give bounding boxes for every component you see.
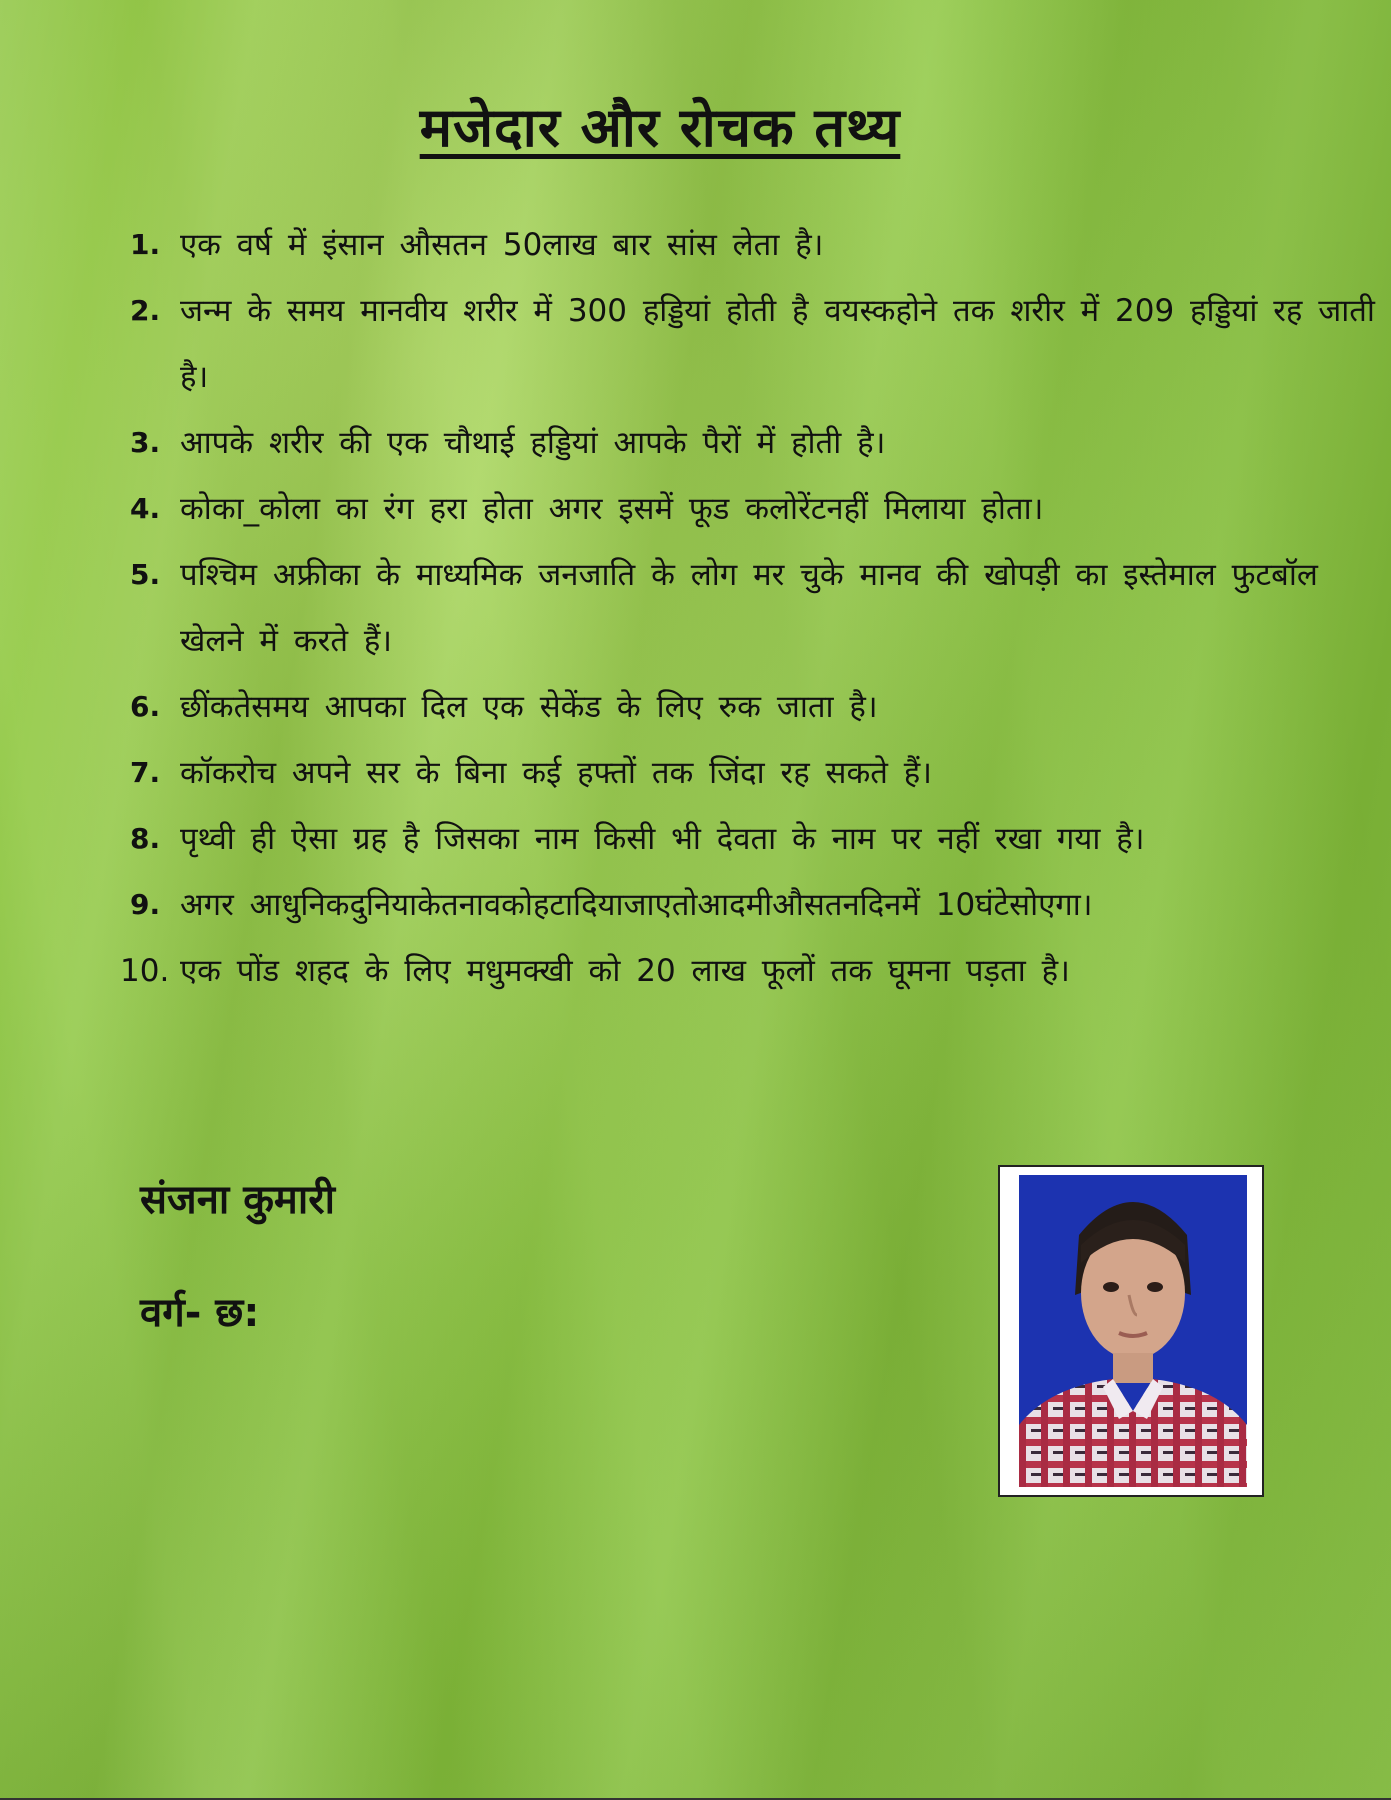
list-item [130, 212, 1385, 278]
fact-text: कोका_कोला का रंग हरा होता अगर इसमें फूड कलोरेंटनहीं मिलाया होता। [180, 491, 1044, 527]
fact-number: 5. [130, 558, 161, 591]
fact-text: जन्म के समय मानवीय शरीर में 300 हड्डियां होती है वयस्कहोने तक शरीर में 209 हड्डियां रह जाती है। [180, 293, 1375, 395]
class-label: वर्ग- छ: [140, 1290, 260, 1336]
list-item [130, 674, 1385, 740]
list-item [130, 806, 1385, 872]
fact-text: एक वर्ष में इंसान औसतन 50लाख बार सांस लेता है। [180, 227, 824, 263]
fact-number: 8. [130, 822, 161, 855]
fact-text: कॉकरोच अपने सर के बिना कई हफ्तों तक जिंदा रह सकते हैं। [180, 755, 933, 791]
fact-text: छींकतेसमय आपका दिल एक सेकेंड के लिए रुक जाता है। [180, 689, 878, 725]
fact-text: आपके शरीर की एक चौथाई हड्डियां आपके पैरों में होती है। [180, 425, 886, 461]
fact-number: 4. [130, 492, 161, 525]
fact-text: अगर आधुनिकदुनियाकेतनावकोहटादियाजाएतोआदमीऔसतनदिनमें 10घंटेसोएगा। [180, 887, 1093, 923]
fact-number: 2. [130, 294, 161, 327]
author-name: संजना कुमारी [140, 1177, 335, 1223]
list-item [130, 542, 1385, 674]
page-title: मजेदार और रोचक तथ्य [419, 96, 901, 159]
student-portrait-image [1019, 1175, 1247, 1487]
facts-list [120, 212, 1385, 1004]
list-item [120, 938, 1385, 1004]
list-item [130, 740, 1385, 806]
list-item [130, 476, 1385, 542]
fact-number: 7. [130, 756, 161, 789]
list-item [130, 278, 1385, 410]
fact-text: एक पोंड शहद के लिए मधुमक्खी को 20 लाख फूलों तक घूमना पड़ता है। [180, 953, 1070, 989]
fact-number: 3. [130, 426, 161, 459]
fact-number: 1. [130, 228, 161, 261]
photo-frame [998, 1165, 1264, 1497]
fact-number: 10. [120, 953, 170, 989]
fact-number: 6. [130, 690, 161, 723]
fact-text: पृथ्वी ही ऐसा ग्रह है जिसका नाम किसी भी देवता के नाम पर नहीं रखा गया है। [180, 821, 1145, 857]
list-item [130, 872, 1385, 938]
fact-text: पश्चिम अफ्रीका के माध्यमिक जनजाति के लोग मर चुके मानव की खोपड़ी का इस्तेमाल फुटबॉल खेलने में करते हैं। [180, 557, 1318, 659]
student-photo [1019, 1175, 1247, 1487]
list-item [130, 410, 1385, 476]
fact-number: 9. [130, 888, 161, 921]
